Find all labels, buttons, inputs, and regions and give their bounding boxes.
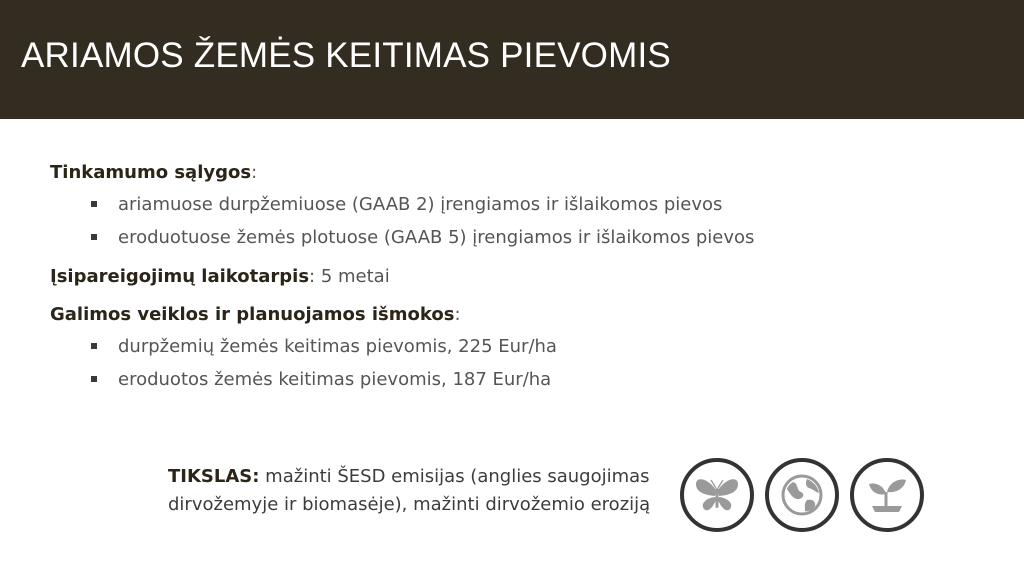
conditions-list	[50, 188, 950, 254]
list-item: eroduotuose žemės plotuose (GAAB 5) įrengiamos ir išlaikomos pievos	[50, 221, 950, 254]
slide-header	[0, 0, 1024, 119]
slide-title: ARIAMOS ŽEMĖS KEITIMAS PIEVOMIS	[21, 36, 671, 75]
conditions-heading	[50, 158, 950, 188]
commitment-heading	[50, 262, 950, 292]
activities-list	[50, 330, 950, 396]
conditions-suffix: :	[251, 162, 258, 183]
list-item: eroduotos žemės keitimas pievomis, 187 Eur/ha	[50, 363, 950, 396]
slide-content	[50, 158, 950, 396]
butterfly-icon	[680, 458, 754, 532]
commitment-value: : 5 metai	[309, 266, 390, 287]
globe-icon	[765, 458, 839, 532]
goal-text: mažinti ŠESD emisijas (anglies saugojimas dirvožemyje ir biomasėje), mažinti dirvožemio eroziją	[168, 466, 651, 515]
icon-row	[0, 458, 1024, 534]
list-item: ariamuose durpžemiuose (GAAB 2) įrengiamos ir išlaikomos pievos	[50, 188, 950, 221]
activities-suffix: :	[454, 304, 461, 325]
activities-heading	[50, 300, 950, 330]
activities-label: Galimos veiklos ir planuojamos išmokos	[50, 304, 455, 325]
sprout-icon	[850, 458, 924, 532]
conditions-label: Tinkamumo sąlygos	[50, 162, 252, 183]
goal-label: TIKSLAS:	[168, 466, 260, 487]
commitment-label: Įsipareigojimų laikotarpis	[50, 266, 310, 287]
list-item: durpžemių žemės keitimas pievomis, 225 Eur/ha	[50, 330, 950, 363]
